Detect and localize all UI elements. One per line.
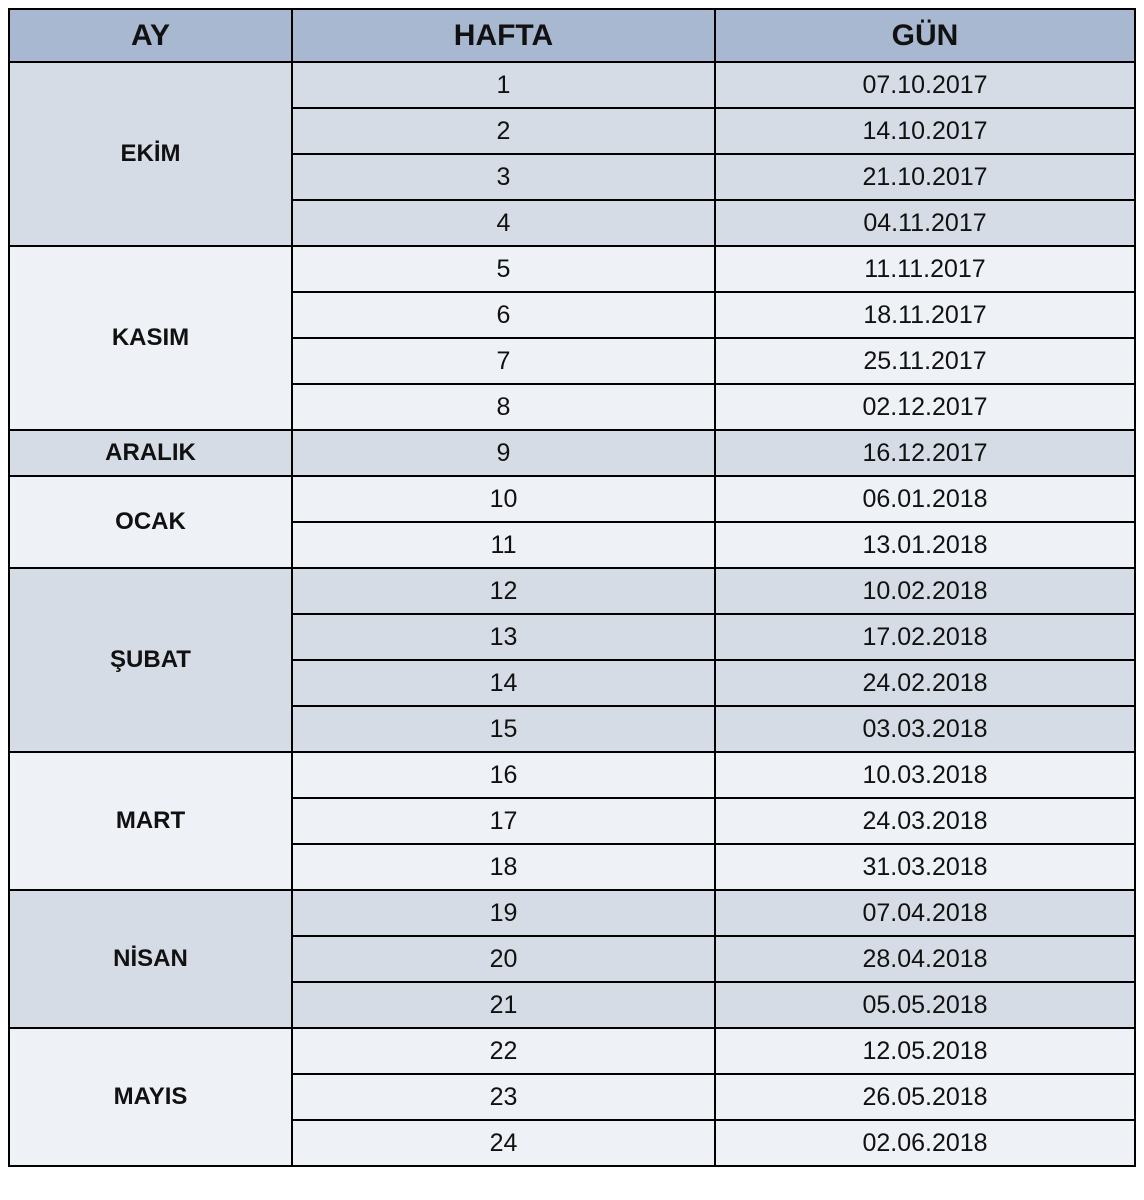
week-cell: 11 bbox=[292, 522, 715, 568]
date-cell: 16.12.2017 bbox=[715, 430, 1135, 476]
week-cell: 12 bbox=[292, 568, 715, 614]
date-cell: 03.03.2018 bbox=[715, 706, 1135, 752]
table-row bbox=[9, 476, 1135, 522]
table-row bbox=[9, 568, 1135, 614]
date-cell: 21.10.2017 bbox=[715, 154, 1135, 200]
date-cell: 18.11.2017 bbox=[715, 292, 1135, 338]
week-cell: 16 bbox=[292, 752, 715, 798]
table-row bbox=[9, 246, 1135, 292]
date-cell: 05.05.2018 bbox=[715, 982, 1135, 1028]
month-cell: MART bbox=[9, 752, 292, 890]
date-cell: 14.10.2017 bbox=[715, 108, 1135, 154]
week-cell: 19 bbox=[292, 890, 715, 936]
column-header-day: GÜN bbox=[715, 9, 1135, 62]
date-cell: 12.05.2018 bbox=[715, 1028, 1135, 1074]
month-cell: KASIM bbox=[9, 246, 292, 430]
week-cell: 14 bbox=[292, 660, 715, 706]
week-cell: 6 bbox=[292, 292, 715, 338]
month-cell: EKİM bbox=[9, 62, 292, 246]
date-cell: 04.11.2017 bbox=[715, 200, 1135, 246]
table-row bbox=[9, 1028, 1135, 1074]
table-body bbox=[9, 62, 1135, 1166]
week-cell: 10 bbox=[292, 476, 715, 522]
week-cell: 20 bbox=[292, 936, 715, 982]
week-cell: 13 bbox=[292, 614, 715, 660]
week-cell: 2 bbox=[292, 108, 715, 154]
date-cell: 02.06.2018 bbox=[715, 1120, 1135, 1166]
date-cell: 17.02.2018 bbox=[715, 614, 1135, 660]
table-header bbox=[9, 9, 1135, 62]
month-cell: ARALIK bbox=[9, 430, 292, 476]
week-cell: 1 bbox=[292, 62, 715, 108]
month-cell: ŞUBAT bbox=[9, 568, 292, 752]
date-cell: 28.04.2018 bbox=[715, 936, 1135, 982]
date-cell: 06.01.2018 bbox=[715, 476, 1135, 522]
week-cell: 9 bbox=[292, 430, 715, 476]
date-cell: 07.04.2018 bbox=[715, 890, 1135, 936]
week-cell: 17 bbox=[292, 798, 715, 844]
week-cell: 23 bbox=[292, 1074, 715, 1120]
table-row bbox=[9, 430, 1135, 476]
schedule-table bbox=[8, 8, 1136, 1167]
week-cell: 8 bbox=[292, 384, 715, 430]
date-cell: 10.02.2018 bbox=[715, 568, 1135, 614]
week-cell: 18 bbox=[292, 844, 715, 890]
header-row bbox=[9, 9, 1135, 62]
date-cell: 26.05.2018 bbox=[715, 1074, 1135, 1120]
column-header-week: HAFTA bbox=[292, 9, 715, 62]
date-cell: 07.10.2017 bbox=[715, 62, 1135, 108]
date-cell: 25.11.2017 bbox=[715, 338, 1135, 384]
date-cell: 24.03.2018 bbox=[715, 798, 1135, 844]
week-cell: 22 bbox=[292, 1028, 715, 1074]
column-header-month: AY bbox=[9, 9, 292, 62]
date-cell: 02.12.2017 bbox=[715, 384, 1135, 430]
table-row bbox=[9, 62, 1135, 108]
week-cell: 21 bbox=[292, 982, 715, 1028]
month-cell: NİSAN bbox=[9, 890, 292, 1028]
month-cell: OCAK bbox=[9, 476, 292, 568]
week-cell: 24 bbox=[292, 1120, 715, 1166]
week-cell: 4 bbox=[292, 200, 715, 246]
week-cell: 3 bbox=[292, 154, 715, 200]
date-cell: 13.01.2018 bbox=[715, 522, 1135, 568]
date-cell: 24.02.2018 bbox=[715, 660, 1135, 706]
week-cell: 15 bbox=[292, 706, 715, 752]
table-row bbox=[9, 752, 1135, 798]
date-cell: 31.03.2018 bbox=[715, 844, 1135, 890]
week-cell: 7 bbox=[292, 338, 715, 384]
schedule-sheet bbox=[8, 8, 1134, 1192]
week-cell: 5 bbox=[292, 246, 715, 292]
table-row bbox=[9, 890, 1135, 936]
date-cell: 10.03.2018 bbox=[715, 752, 1135, 798]
date-cell: 11.11.2017 bbox=[715, 246, 1135, 292]
month-cell: MAYIS bbox=[9, 1028, 292, 1166]
